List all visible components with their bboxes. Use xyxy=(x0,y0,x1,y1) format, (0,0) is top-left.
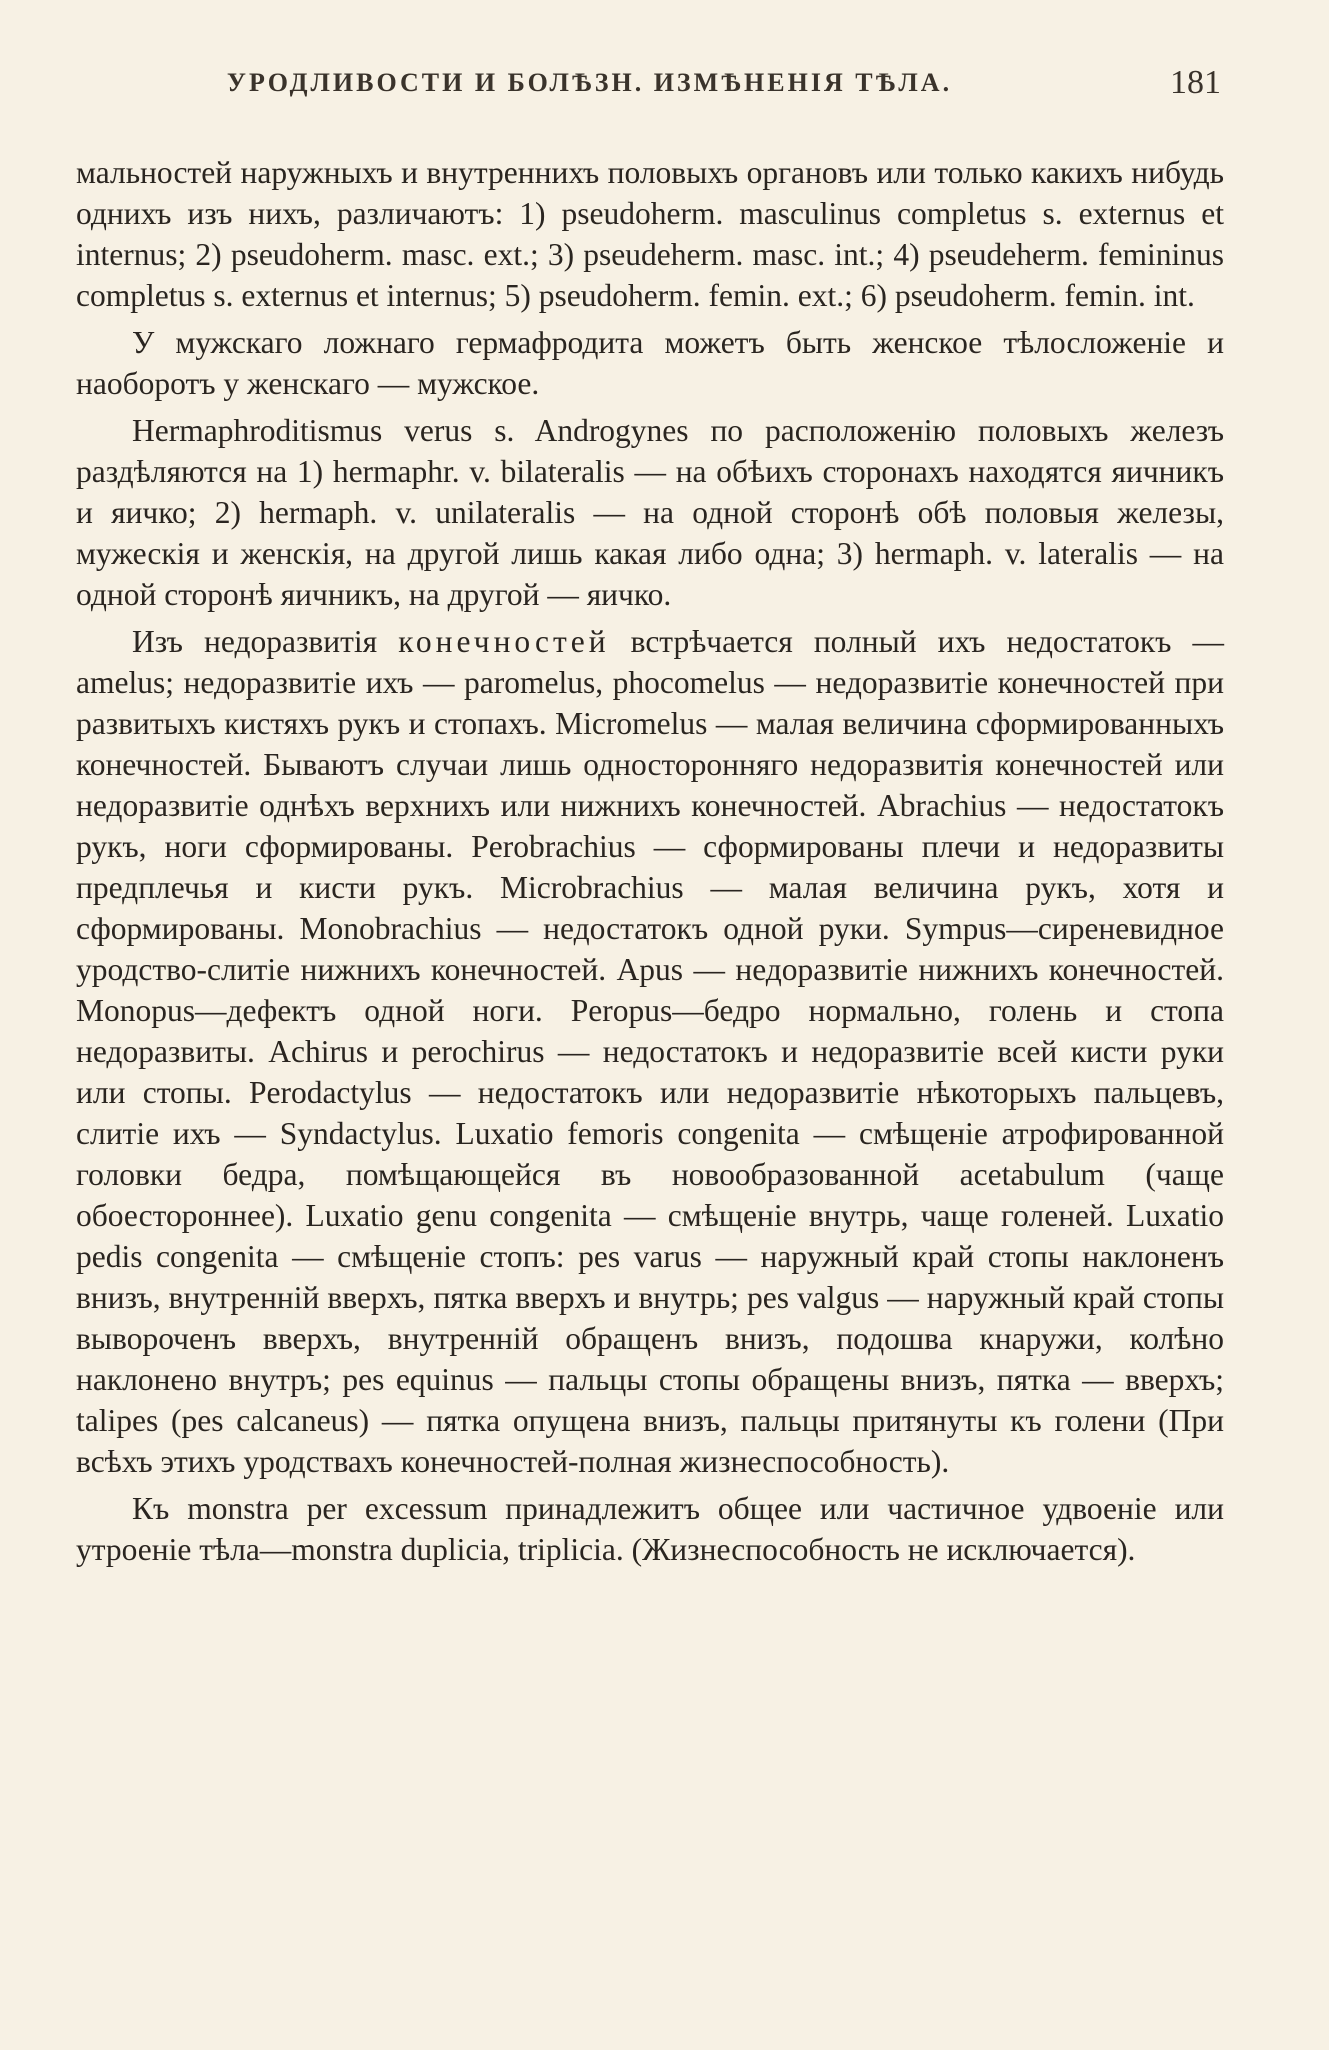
running-title: УРОДЛИВОСТИ И БОЛѢЗН. ИЗМѢНЕНІЯ ТѢЛА. xyxy=(226,68,953,97)
paragraph-male-pseudohermaphrodite: У мужскаго ложнаго гермафродита можетъ быть женское тѣлосложеніе и наоборотъ у женскаго — мужское. xyxy=(76,325,1224,401)
running-head xyxy=(78,64,1221,108)
page-number: 181 xyxy=(1170,64,1221,101)
paragraph-hermaphroditismus-verus: Hermaphroditismus verus s. Androgynes по расположенію половыхъ железъ раздѣляются на 1) hermaphr. v. bilateralis — на обѣихъ сторонахъ находятся яичникъ и яичко; 2) hermaph. v. unilateralis — на одной сторонѣ обѣ половыя железы, мужескія и женскія, на другой лишь какая либо одна; 3) hermaph. v. lateralis — на одной сторонѣ яичникъ, на другой — яичко. xyxy=(76,413,1224,612)
paragraph-pseudohermaphroditism: мальностей наружныхъ и внутреннихъ половыхъ органовъ или только какихъ нибудь однихъ изъ нихъ, различаютъ: 1) pseudoherm. masculinus completus s. externus et internus; 2) pseudoherm. masc. ext.; 3) pseudeherm. masc. int.; 4) pseudeherm. femininus completus s. externus et internus; 5) pseudoherm. femin. ext.; 6) pseudoherm. femin. int. xyxy=(76,155,1224,313)
body-text xyxy=(76,152,1224,1570)
paragraph-body: встрѣчается полный ихъ недостатокъ — amelus; недоразвитіе ихъ — paromelus, phocomelus — недоразвитіе конечностей при развитыхъ кистяхъ рукъ и стопахъ. Micromelus — малая величина сформированныхъ конечностей. Бываютъ случаи лишь односторонняго недоразвитія конечностей или недоразвитіе однѣхъ верхнихъ или нижнихъ конечностей. Abrachius — недостатокъ рукъ, ноги сформированы. Perobrachius — сформированы плечи и недоразвиты предплечья и кисти рукъ. Microbrachius — малая величина рукъ, хотя и сформированы. Monobrachius — недостатокъ одной руки. Sympus—сиреневидное уродство-слитіе нижнихъ конечностей. Apus — недоразвитіе нижнихъ конечностей. Monopus—дефектъ одной ноги. Peropus—бедро нормально, голень и стопа недоразвиты. Achirus и perochirus — недостатокъ и недоразвитіе всей кисти руки или стопы. Perodactylus — недостатокъ или недоразвитіе нѣкоторыхъ пальцевъ, слитіе ихъ — Syndactylus. Luxatio femoris congenita — смѣщеніе атрофированной головки бедра, помѣщающейся въ новообразованной acetabulum (чаще обоестороннее). Luxatio genu congenita — смѣщеніе внутрь, чаще голеней. Luxatio pedis congenita — смѣщеніе стопъ: pes varus — наружный край стопы наклоненъ внизъ, внутренній вверхъ, пятка вверхъ и внутрь; pes valgus — наружный край стопы вывороченъ вверхъ, внутренній обращенъ внизъ, подошва кнаружи, колѣно наклонено внутръ; pes equinus — пальцы стопы обращены внизъ, пятка — вверхъ; talipes (pes calcaneus) — пятка опущена внизъ, пальцы притянуты къ голени (При всѣхъ этихъ уродствахъ конечностей-полная жизнеспособность). xyxy=(76,624,1225,1479)
spaced-term: конечностей xyxy=(398,624,610,659)
paragraph-lead: Изъ недоразвитія xyxy=(132,624,399,659)
paragraph-monstra-per-excessum: Къ monstra per excessum принадлежитъ общее или частичное удвоеніе или утроеніе тѣла—monstra duplicia, triplicia. (Жизнеспособность не исключается). xyxy=(76,1491,1224,1567)
paragraph-limb-underdevelopment xyxy=(76,621,1224,1482)
